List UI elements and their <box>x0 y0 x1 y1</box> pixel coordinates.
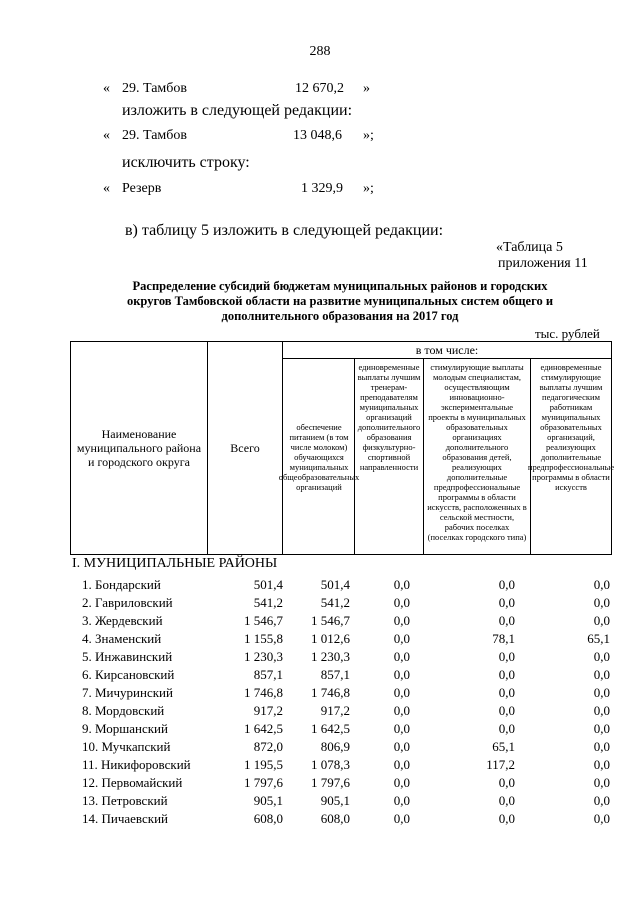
cell-teacher: 65,1 <box>587 631 610 646</box>
cell-total: 1 797,6 <box>244 775 283 790</box>
table-row <box>82 631 612 649</box>
cell-coach: 0,0 <box>393 793 410 808</box>
cell-coach: 0,0 <box>393 739 410 754</box>
cell-total: 541,2 <box>253 595 283 610</box>
row-name: 1. Бондарский <box>82 577 161 592</box>
cell-young: 0,0 <box>498 577 515 592</box>
page-number: 288 <box>309 44 331 59</box>
cell-young: 0,0 <box>498 793 515 808</box>
cell-teacher: 0,0 <box>593 613 610 628</box>
table-row <box>82 721 612 739</box>
table-row <box>82 613 612 631</box>
open-quote: « <box>103 128 110 143</box>
close-quote: »; <box>363 128 374 143</box>
cell-meals: 541,2 <box>320 595 350 610</box>
row-name: 6. Кирсановский <box>82 667 175 682</box>
row-name: 3. Жердевский <box>82 613 163 628</box>
cell-meals: 1 546,7 <box>311 613 350 628</box>
header-including: в том числе: <box>415 343 479 357</box>
instruction-text: изложить в следующей редакции: <box>122 102 353 119</box>
cell-total: 872,0 <box>253 739 283 754</box>
cell-coach: 0,0 <box>393 775 410 790</box>
cell-teacher: 0,0 <box>593 595 610 610</box>
cell-meals: 1 012,6 <box>311 631 350 646</box>
row-name: 12. Первомайский <box>82 775 183 790</box>
cell-young: 117,2 <box>486 757 515 772</box>
line-name: Резерв <box>122 181 162 196</box>
table-row <box>82 595 612 613</box>
table-row <box>82 757 612 775</box>
section-heading: I. МУНИЦИПАЛЬНЫЕ РАЙОНЫ <box>72 556 278 571</box>
table-row <box>82 739 612 757</box>
cell-meals: 1 797,6 <box>311 775 350 790</box>
cell-teacher: 0,0 <box>593 739 610 754</box>
cell-teacher: 0,0 <box>593 649 610 664</box>
table-row <box>82 577 612 595</box>
cell-teacher: 0,0 <box>593 685 610 700</box>
table-row <box>82 667 612 685</box>
instruction-text: исключить строку: <box>122 154 250 171</box>
cell-teacher: 0,0 <box>593 793 610 808</box>
divider <box>282 358 611 359</box>
cell-total: 1 642,5 <box>244 721 283 736</box>
cell-young: 0,0 <box>498 667 515 682</box>
cell-young: 0,0 <box>498 703 515 718</box>
cell-teacher: 0,0 <box>593 577 610 592</box>
cell-young: 0,0 <box>498 811 515 826</box>
cell-coach: 0,0 <box>393 757 410 772</box>
cell-coach: 0,0 <box>393 631 410 646</box>
cell-meals: 917,2 <box>320 703 350 718</box>
line-name: 29. Тамбов <box>122 81 188 96</box>
cell-coach: 0,0 <box>393 667 410 682</box>
header-young-specialists: стимулирующие выплаты молодым специалистам, осуществляющим инновационно-экспериментальные проекты в муниципальных образовательных организациях дополнительного образования детей, реализующих дополнительные предпрофессиональные программы в области искусств, расположенных в сельской местности, рабочих поселках (поселках городского типа) <box>427 362 527 542</box>
table-row <box>82 811 612 829</box>
cell-coach: 0,0 <box>393 721 410 736</box>
cell-total: 1 155,8 <box>244 631 283 646</box>
cell-young: 0,0 <box>498 685 515 700</box>
cell-total: 1 546,7 <box>244 613 283 628</box>
cell-young: 0,0 <box>498 613 515 628</box>
cell-meals: 806,9 <box>320 739 350 754</box>
header-teacher-payments: единовременные стимулирующие выплаты лучшим педагогическим работникам муниципальных образовательных организаций, реализующих дополнительные предпрофессиональные программы в области искусств <box>527 362 615 492</box>
row-name: 2. Гавриловский <box>82 595 173 610</box>
divider <box>423 358 424 554</box>
row-name: 7. Мичуринский <box>82 685 173 700</box>
table-row <box>82 649 612 667</box>
cell-young: 0,0 <box>498 649 515 664</box>
cell-coach: 0,0 <box>393 577 410 592</box>
table-title-line1: Распределение субсидий бюджетам муниципальных районов и городских <box>132 279 548 293</box>
line-value: 12 670,2 <box>295 81 344 96</box>
cell-meals: 501,4 <box>320 577 350 592</box>
line-value: 1 329,9 <box>301 181 343 196</box>
cell-total: 905,1 <box>253 793 283 808</box>
close-quote: » <box>363 81 370 96</box>
row-name: 10. Мучкапский <box>82 739 171 754</box>
cell-teacher: 0,0 <box>593 811 610 826</box>
cell-teacher: 0,0 <box>593 775 610 790</box>
cell-teacher: 0,0 <box>593 757 610 772</box>
instruction-text: в) таблицу 5 изложить в следующей редакции: <box>125 222 444 239</box>
cell-total: 1 195,5 <box>244 757 283 772</box>
cell-meals: 1 746,8 <box>311 685 350 700</box>
table-header <box>70 341 615 555</box>
cell-teacher: 0,0 <box>593 721 610 736</box>
cell-teacher: 0,0 <box>593 703 610 718</box>
row-name: 13. Петровский <box>82 793 168 808</box>
row-name: 4. Знаменский <box>82 631 162 646</box>
cell-coach: 0,0 <box>393 703 410 718</box>
cell-meals: 857,1 <box>320 667 350 682</box>
cell-coach: 0,0 <box>393 685 410 700</box>
open-quote: « <box>103 181 110 196</box>
cell-meals: 1 230,3 <box>311 649 350 664</box>
header-meals: обеспечение питанием (в том числе молоком) обучающихся муниципальных общеобразовательных организаций <box>278 422 360 492</box>
cell-teacher: 0,0 <box>593 667 610 682</box>
close-quote: »; <box>363 181 374 196</box>
row-name: 9. Моршанский <box>82 721 168 736</box>
row-name: 14. Пичаевский <box>82 811 168 826</box>
cell-total: 1 746,8 <box>244 685 283 700</box>
table-ref-line2: приложения 11 <box>498 256 588 271</box>
cell-total: 917,2 <box>253 703 283 718</box>
units-label: тыс. рублей <box>535 326 600 341</box>
cell-young: 0,0 <box>498 775 515 790</box>
line-name: 29. Тамбов <box>122 128 188 143</box>
cell-young: 0,0 <box>498 721 515 736</box>
cell-total: 608,0 <box>253 811 283 826</box>
header-total: Всего <box>230 441 260 455</box>
cell-coach: 0,0 <box>393 613 410 628</box>
cell-coach: 0,0 <box>393 649 410 664</box>
cell-meals: 1 078,3 <box>311 757 350 772</box>
cell-coach: 0,0 <box>393 811 410 826</box>
open-quote: « <box>103 81 110 96</box>
table-ref-line1: «Таблица 5 <box>496 240 563 255</box>
table-row <box>82 703 612 721</box>
table-row <box>82 685 612 703</box>
table-row <box>82 775 612 793</box>
table-row <box>82 793 612 811</box>
row-name: 8. Мордовский <box>82 703 165 718</box>
header-name: Наименование муниципального района и городского округа <box>76 427 202 469</box>
cell-coach: 0,0 <box>393 595 410 610</box>
cell-total: 501,4 <box>253 577 283 592</box>
cell-meals: 1 642,5 <box>311 721 350 736</box>
row-name: 5. Инжавинский <box>82 649 173 664</box>
table-title-line2: округов Тамбовской области на развитие муниципальных систем общего и <box>126 294 554 308</box>
cell-total: 1 230,3 <box>244 649 283 664</box>
table-title-line3: дополнительного образования на 2017 год <box>221 309 459 323</box>
line-value: 13 048,6 <box>293 128 342 143</box>
cell-young: 0,0 <box>498 595 515 610</box>
cell-total: 857,1 <box>253 667 283 682</box>
cell-meals: 608,0 <box>320 811 350 826</box>
cell-young: 65,1 <box>492 739 515 754</box>
cell-young: 78,1 <box>492 631 515 646</box>
header-coach-payments: единовременные выплаты лучшим тренерам-преподавателям муниципальных организаций дополнительного образования физкультурно-спортивной направленности <box>357 362 421 472</box>
row-name: 11. Никифоровский <box>82 757 191 772</box>
cell-meals: 905,1 <box>320 793 350 808</box>
